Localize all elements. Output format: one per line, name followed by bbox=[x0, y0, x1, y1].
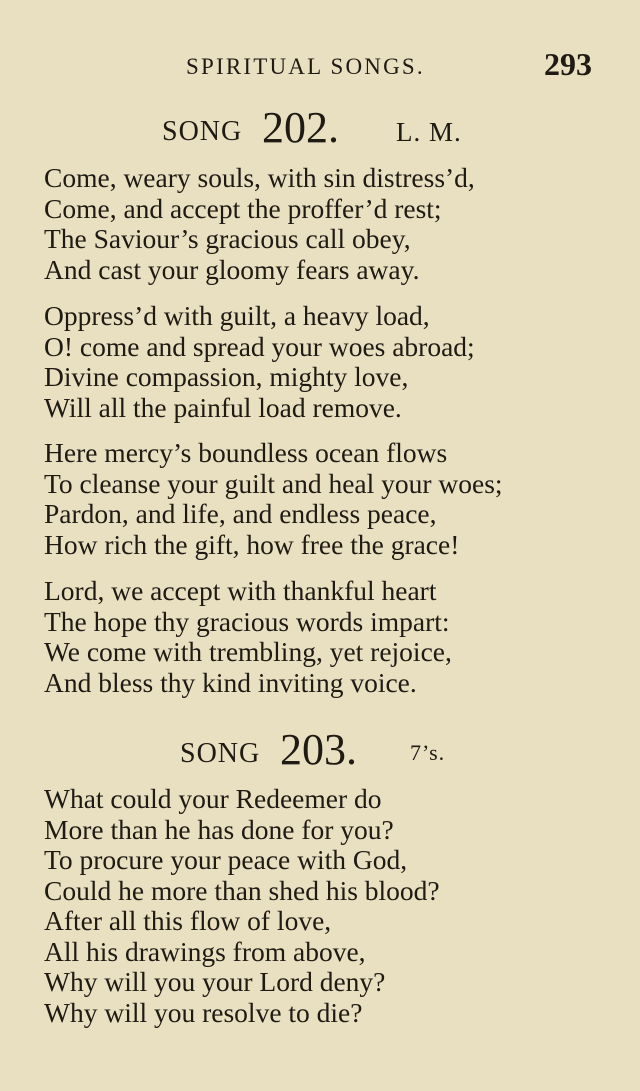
song-number: 202. bbox=[262, 103, 339, 152]
verse-line: The hope thy gracious words impart: bbox=[44, 605, 450, 637]
verse-line: After all this flow of love, bbox=[44, 905, 332, 936]
stanza bbox=[44, 301, 634, 423]
stanza bbox=[44, 438, 634, 560]
verse-line: Pardon, and life, and endless peace, bbox=[44, 498, 437, 529]
running-title: SPIRITUAL SONGS. bbox=[186, 54, 425, 79]
verse-line: O! come and spread your woes abroad; bbox=[44, 330, 475, 362]
song-meter: L. M. bbox=[396, 117, 462, 147]
verse-line: To procure your peace with God, bbox=[44, 844, 408, 875]
verse-line: Why will you resolve to die? bbox=[44, 996, 363, 1028]
song-203-heading bbox=[0, 724, 640, 780]
verse-line: We come with trembling, yet rejoice, bbox=[44, 636, 452, 667]
verse-line: How rich the gift, how free the grace! bbox=[44, 528, 460, 560]
page-number: 293 bbox=[544, 46, 592, 82]
verse-line: Will all the painful load remove. bbox=[44, 391, 402, 423]
song-label: SONG bbox=[180, 738, 261, 769]
verse-line: And cast your gloomy fears away. bbox=[44, 253, 420, 285]
verse-line: Come, weary souls, with sin distress’d, bbox=[44, 162, 475, 193]
verse-line: Oppress’d with guilt, a heavy load, bbox=[44, 300, 430, 331]
verse-line: All his drawings from above, bbox=[44, 935, 366, 967]
verse-line: And bless thy kind inviting voice. bbox=[44, 666, 417, 698]
stanza bbox=[44, 576, 634, 698]
song-202-heading bbox=[0, 100, 640, 156]
verse-line: What could your Redeemer do bbox=[44, 783, 382, 814]
verse-line: Could he more than shed his blood? bbox=[44, 874, 440, 906]
verse-line: Here mercy’s boundless ocean flows bbox=[44, 437, 448, 468]
song-meter: 7’s. bbox=[410, 740, 446, 765]
verse-line: Divine compassion, mighty love, bbox=[44, 361, 409, 392]
song-label: SONG bbox=[162, 116, 243, 147]
song-number: 203. bbox=[280, 725, 357, 774]
verse-line: More than he has done for you? bbox=[44, 813, 394, 845]
running-head bbox=[0, 46, 640, 84]
verse-line: Lord, we accept with thankful heart bbox=[44, 575, 437, 606]
verse-line: The Saviour’s gracious call obey, bbox=[44, 223, 411, 254]
verse-line: Why will you your Lord deny? bbox=[44, 966, 386, 997]
verse-line: To cleanse your guilt and heal your woes; bbox=[44, 467, 503, 499]
stanza bbox=[44, 163, 634, 285]
stanza bbox=[44, 784, 634, 1028]
verse-line: Come, and accept the proffer’d rest; bbox=[44, 192, 442, 224]
